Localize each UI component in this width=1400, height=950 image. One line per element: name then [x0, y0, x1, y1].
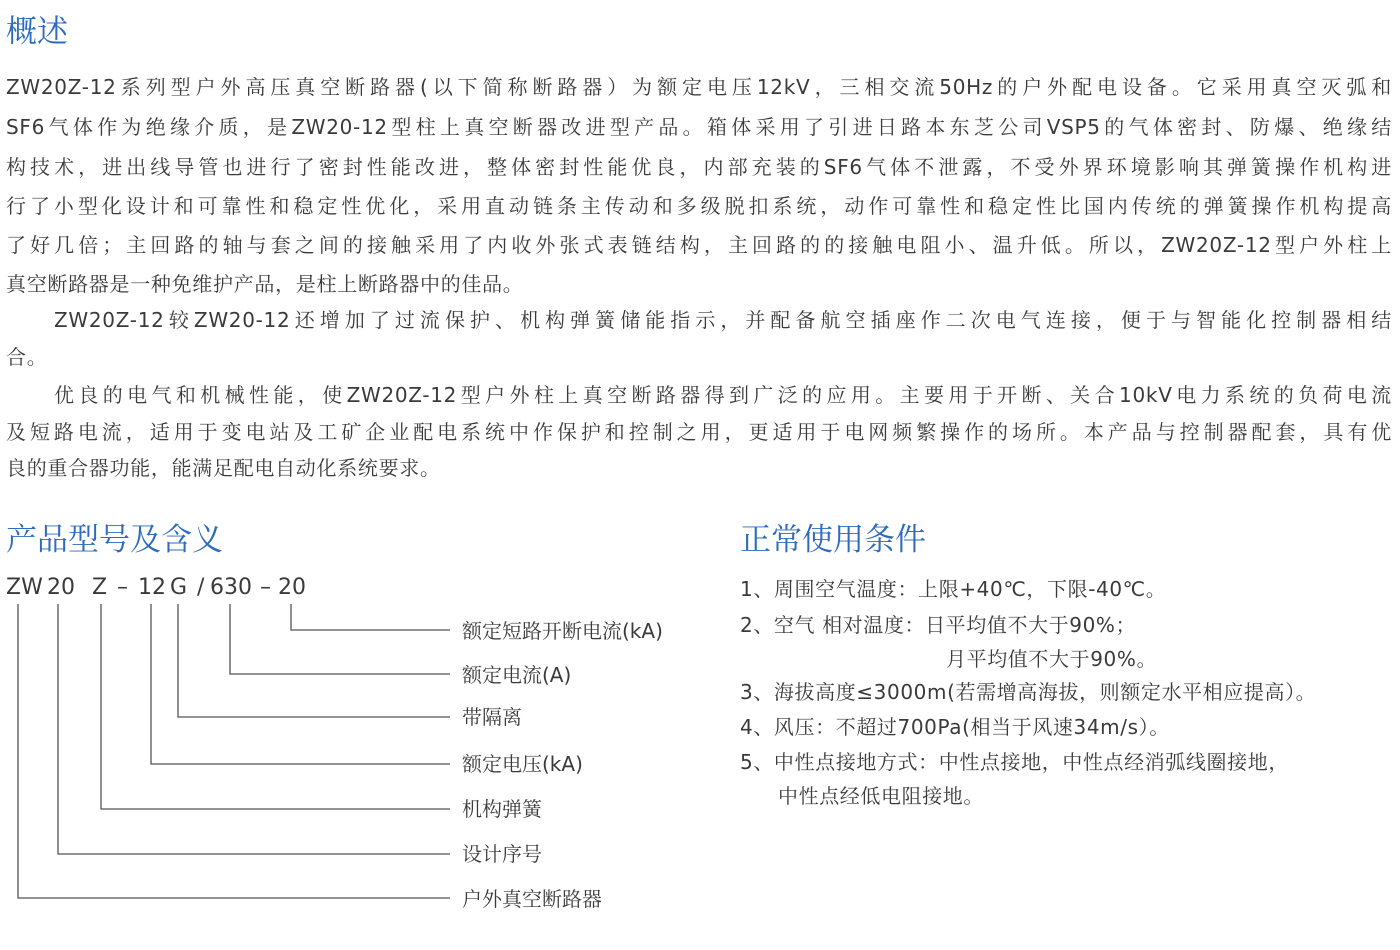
- leader-line-design-number: [58, 604, 450, 854]
- model-leader-lines: [0, 0, 460, 950]
- model-code-dash: –: [117, 575, 128, 600]
- conditions-section-title: 正常使用条件: [740, 522, 926, 558]
- model-code-spring-mechanism: Z: [92, 575, 108, 600]
- overview-line: ZW20Z-12较ZW20-12还增加了过流保护、机构弹簧储能指示，并配备航空插座作二次电气连接，便于与智能化控制器相结: [54, 308, 1392, 332]
- overview-line: 了好几倍；主回路的轴与套之间的接触采用了内收外张式表链结构，主回路的的接触电阻小、温升低。所以，ZW20Z-12型户外柱上: [6, 233, 1392, 257]
- legend-label-spring-mechanism: 机构弹簧: [462, 797, 542, 821]
- condition-item-continuation: 月平均值不大于90%。: [946, 647, 1158, 671]
- overview-line: 及短路电流，适用于变电站及工矿企业配电系统中作保护和控制之用，更适用于电网频繁操作的场所。本产品与控制器配套，具有优: [6, 420, 1392, 444]
- overview-line: 优良的电气和机械性能，使ZW20Z-12型户外柱上真空断路器得到广泛的应用。主要用于开断、关合10kV电力系统的负荷电流: [54, 383, 1392, 407]
- leader-line-spring-mechanism: [101, 604, 450, 809]
- overview-line: 行了小型化设计和可靠性和稳定性优化，采用直动链条主传动和多级脱扣系统，动作可靠性和稳定性比国内传统的弹簧操作机构提高: [6, 194, 1392, 218]
- condition-item: 3、海拔高度≤3000m(若需增高海拔，则额定水平相应提高）。: [740, 680, 1317, 704]
- legend-label-isolation: 带隔离: [462, 705, 522, 729]
- legend-label-rated-current: 额定电流(A): [462, 663, 572, 687]
- overview-line: 合。: [6, 345, 48, 369]
- leader-line-voltage: [151, 604, 450, 764]
- legend-label-rated-voltage: 额定电压(kA): [462, 752, 583, 776]
- model-code-zw: ZW: [6, 575, 43, 600]
- condition-item: 4、风压：不超过700Pa(相当于风速34m/s）。: [740, 715, 1170, 739]
- legend-label-outdoor-breaker: 户外真空断路器: [462, 887, 602, 911]
- model-code-voltage: 12: [138, 575, 166, 600]
- condition-item: 5、中性点接地方式：中性点接地，中性点经消弧线圈接地，: [740, 750, 1289, 774]
- model-code-dash: –: [260, 575, 271, 600]
- leader-line-rated-current: [230, 604, 450, 674]
- overview-line: 良的重合器功能，能满足配电自动化系统要求。: [6, 456, 441, 480]
- overview-line: SF6气体作为绝缘介质，是ZW20-12型柱上真空断器改进型产品。箱体采用了引进日路本东芝公司VSP5的气体密封、防爆、绝缘结: [6, 115, 1392, 139]
- model-code-isolation: G: [170, 575, 188, 600]
- model-code-slash: /: [197, 575, 205, 600]
- legend-label-breaking-current: 额定短路开断电流(kA): [462, 619, 663, 643]
- model-code-breaking-current: 20: [278, 575, 306, 600]
- model-code-design-number: 20: [47, 575, 75, 600]
- condition-item: 1、周围空气温度：上限+40℃，下限-40℃。: [740, 577, 1167, 601]
- condition-item-continuation: 中性点经低电阻接地。: [778, 784, 984, 808]
- model-section-title: 产品型号及含义: [6, 522, 223, 558]
- leader-line-breaking-current: [291, 604, 450, 630]
- overview-line: 构技术，进出线导管也进行了密封性能改进，整体密封性能优良，内部充装的SF6气体不泄露，不受外界环境影响其弹簧操作机构进: [6, 155, 1392, 179]
- model-code-current: 630: [210, 575, 252, 600]
- overview-line: 真空断路器是一种免维护产品，是柱上断路器中的佳品。: [6, 272, 524, 296]
- leader-line-isolation: [178, 604, 450, 717]
- overview-line: ZW20Z-12系列型户外高压真空断路器(以下简称断路器）为额定电压12kV，三相交流50Hz的户外配电设备。它采用真空灭弧和: [6, 75, 1392, 99]
- legend-label-design-number: 设计序号: [462, 842, 542, 866]
- condition-item: 2、空气 相对温度：日平均值不大于90%；: [740, 613, 1137, 637]
- overview-title: 概述: [6, 14, 68, 50]
